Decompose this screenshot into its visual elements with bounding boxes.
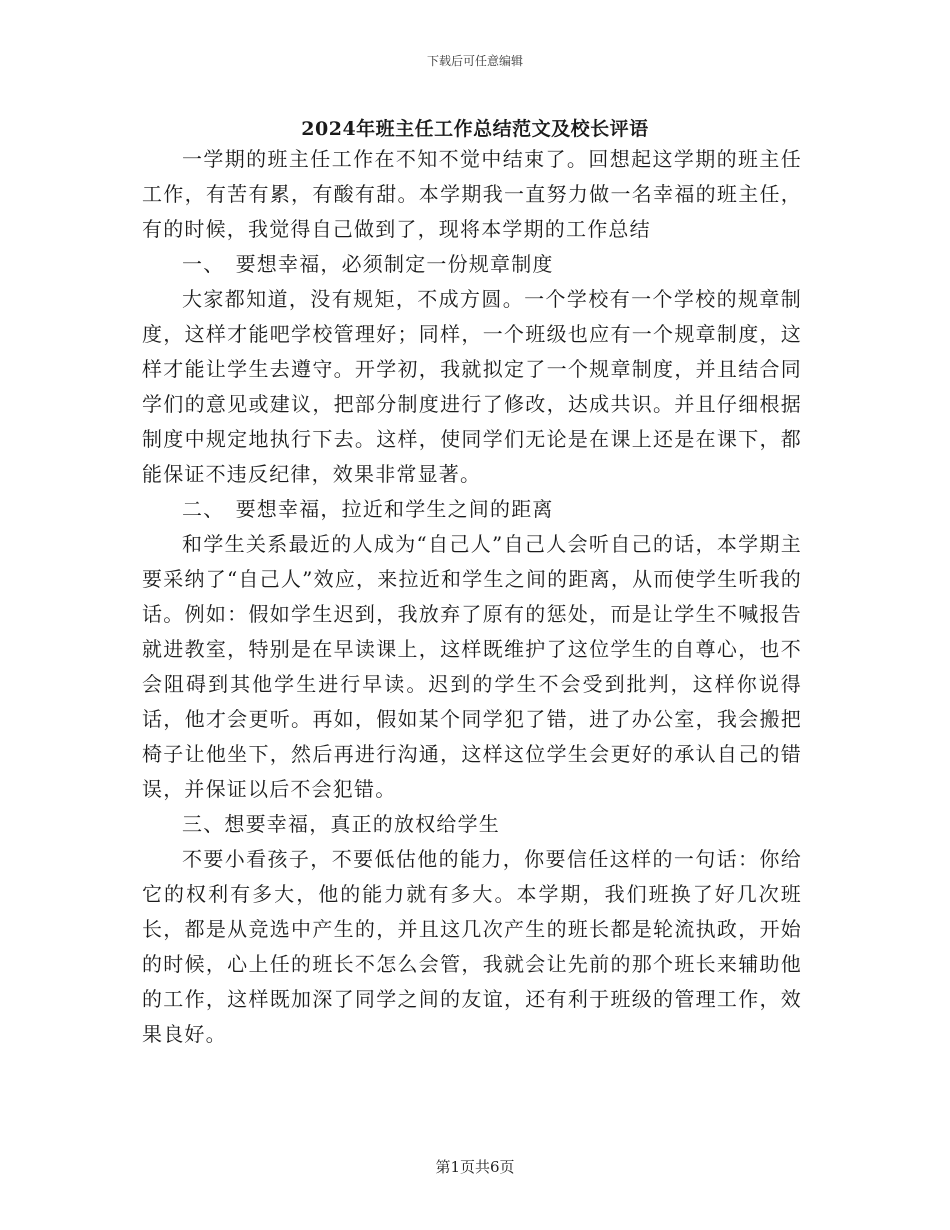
header-note: 下载后可任意编辑 <box>426 54 523 68</box>
intro-paragraph: 一学期的班主任工作在不知不觉中结束了。回想起这学期的班主任工作，有苦有累，有酸有甜。本学期我一直努力做一名幸福的班主任，有的时候，我觉得自己做到了，现将本学期的工作总结 <box>142 147 802 241</box>
section-heading-3: 三、想要幸福，真正的放权给学生 <box>182 812 500 836</box>
section-heading-2: 二、 要想幸福，拉近和学生之间的距离 <box>182 497 554 521</box>
document-body <box>142 142 802 1052</box>
section-paragraph-2: 和学生关系最近的人成为“自己人”自己人会听自己的话，本学期主要采纳了“自己人”效应，来拉近和学生之间的距离，从而使学生听我的话。例如：假如学生迟到，我放弃了原有的惩处，而是让学生不喊报告就进教室，特别是在早读课上，这样既维护了这位学生的自尊心，也不会阻碍到其他学生进行早读。迟到的学生不会受到批判，这样你说得话，他才会更听。再如，假如某个同学犯了错，进了办公室，我会搬把椅子让他坐下，然后再进行沟通，这样这位学生会更好的承认自己的错误，并保证以后不会犯错。 <box>142 532 802 801</box>
section-paragraph-3: 不要小看孩子，不要低估他的能力，你要信任这样的一句话：你给它的权利有多大，他的能力就有多大。本学期，我们班换了好几次班长，都是从竞选中产生的，并且这几次产生的班长都是轮流执政，开始的时候，心上任的班长不怎么会管，我就会让先前的那个班长来辅助他的工作，这样既加深了同学之间的友谊，还有利于班级的管理工作，效果良好。 <box>142 847 802 1046</box>
section-paragraph-1: 大家都知道，没有规矩，不成方圆。一个学校有一个学校的规章制度，这样才能吧学校管理好；同样，一个班级也应有一个规章制度，这样才能让学生去遵守。开学初，我就拟定了一个规章制度，并且结合同学们的意见或建议，把部分制度进行了修改，达成共识。并且仔细根据制度中规定地执行下去。这样，使同学们无论是在课上还是在课下，都能保证不违反纪律，效果非常显著。 <box>142 287 802 486</box>
document-title: 2024年班主任工作总结范文及校长评语 <box>301 118 649 140</box>
page-indicator: 第1页共6页 <box>435 1158 515 1176</box>
section-heading-1: 一、 要想幸福，必须制定一份规章制度 <box>182 252 554 276</box>
